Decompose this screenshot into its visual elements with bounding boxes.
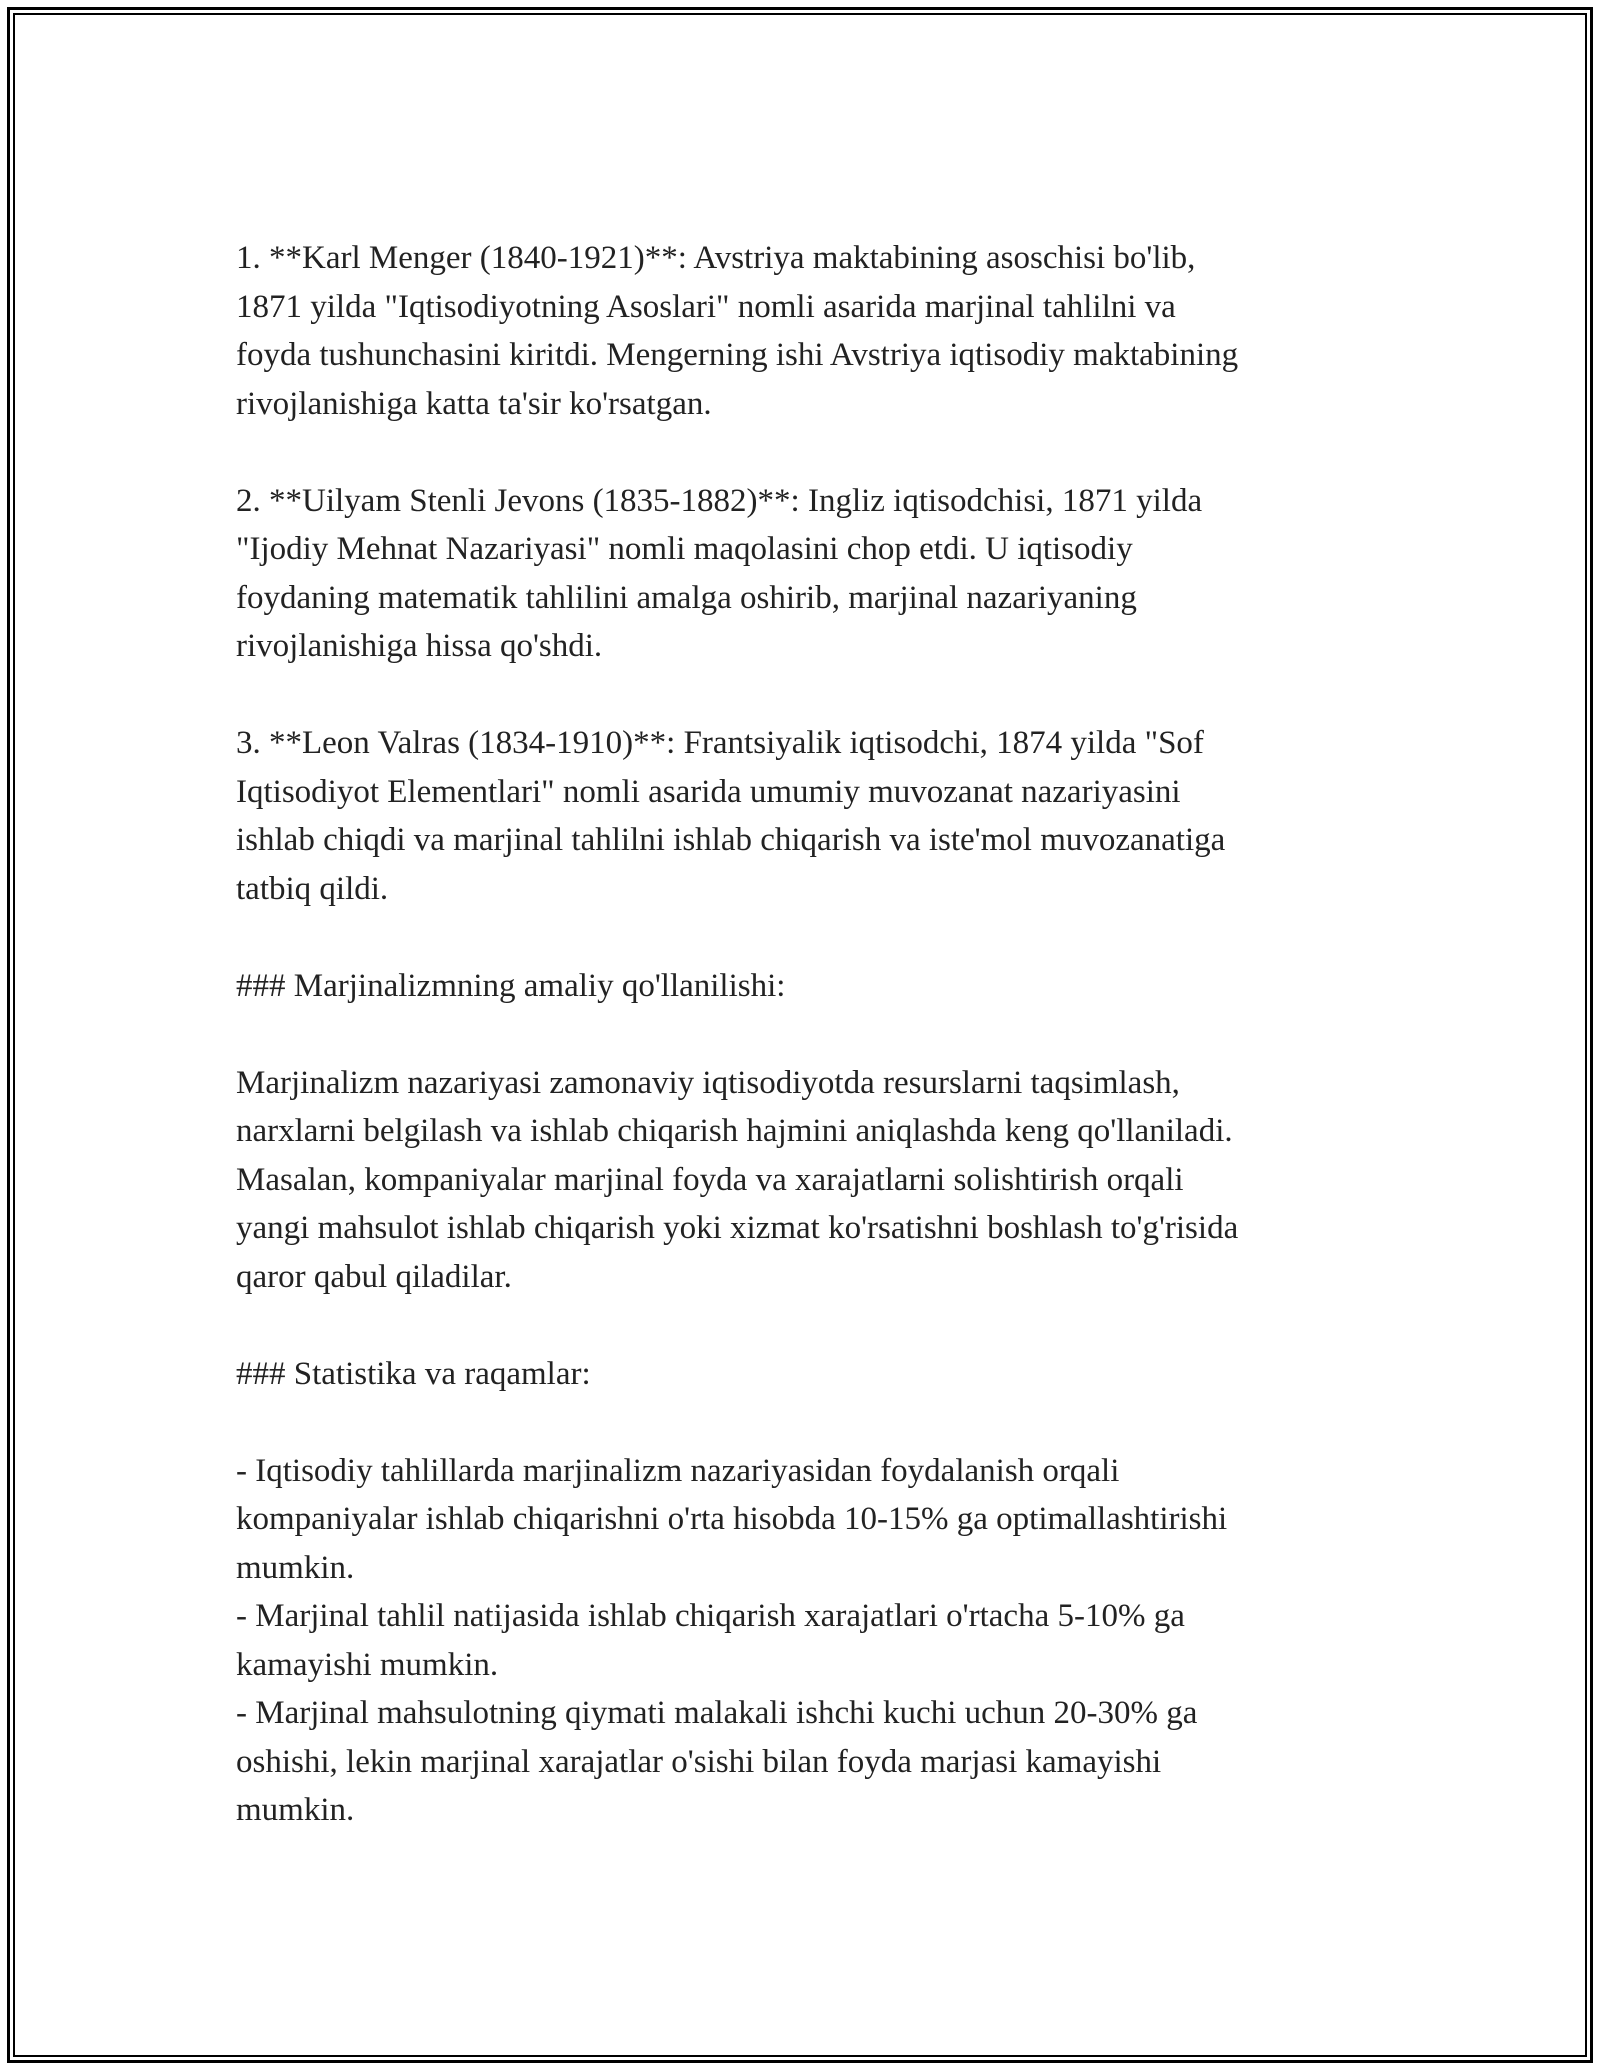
text-line: 2. **Uilyam Stenli Jevons (1835-1882)**: Ingliz iqtisodchisi, 1871 yilda — [236, 482, 1203, 519]
text-line: - Marjinal mahsulotning qiymati malakali ishchi kuchi uchun 20-30% ga — [236, 1695, 1198, 1731]
text-line: qaror qabul qiladilar. — [236, 1258, 512, 1295]
paragraph-karl-menger — [236, 234, 1396, 428]
paragraph-jevons — [236, 477, 1396, 671]
paragraph-practical-application — [236, 1059, 1396, 1302]
paragraph-valras — [236, 719, 1396, 913]
text-line: rivojlanishiga hissa qo'shdi. — [236, 628, 603, 664]
text-line: kamayishi mumkin. — [236, 1646, 499, 1683]
text-line: kompaniyalar ishlab chiqarishni o'rta hisobda 10-15% ga optimallashtirishi — [236, 1501, 1228, 1537]
text-line: tatbiq qildi. — [236, 870, 389, 907]
text-line: - Marjinal tahlil natijasida ishlab chiqarish xarajatlari o'rtacha 5-10% ga — [236, 1598, 1185, 1634]
text-line: oshishi, lekin marjinal xarajatlar o'sishi bilan foyda marjasi kamayishi — [236, 1743, 1162, 1780]
text-line: "Ijodiy Mehnat Nazariyasi" nomli maqolasini chop etdi. U iqtisodiy — [236, 531, 1133, 567]
text-line: Masalan, kompaniyalar marjinal foyda va xarajatlarni solishtirish orqali — [236, 1161, 1184, 1198]
text-line: 1871 yilda "Iqtisodiyotning Asoslari" nomli asarida marjinal tahlilni va — [236, 288, 1176, 325]
heading-practical-application — [236, 962, 1396, 1011]
text-line: 3. **Leon Valras (1834-1910)**: Frantsiyalik iqtisodchi, 1874 yilda "Sof — [236, 725, 1204, 761]
text-line: ### Statistika va raqamlar: — [236, 1355, 591, 1392]
text-line: mumkin. — [236, 1549, 355, 1586]
document-body — [236, 234, 1396, 1835]
text-line: narxlarni belgilash va ishlab chiqarish hajmini aniqlashda keng qo'llaniladi. — [236, 1113, 1233, 1149]
heading-statistics — [236, 1350, 1396, 1399]
text-line: foydaning matematik tahlilini amalga oshirib, marjinal nazariyaning — [236, 579, 1137, 616]
text-line: mumkin. — [236, 1792, 355, 1828]
text-line: rivojlanishiga katta ta'sir ko'rsatgan. — [236, 385, 712, 422]
text-line: Iqtisodiyot Elementlari" nomli asarida umumiy muvozanat nazariyasini — [236, 773, 1181, 810]
paragraph-statistics-list — [236, 1447, 1396, 1835]
text-line: foyda tushunchasini kiritdi. Mengerning ishi Avstriya iqtisodiy maktabining — [236, 337, 1239, 373]
text-line: yangi mahsulot ishlab chiqarish yoki xizmat ko'rsatishni boshlash to'g'risida — [236, 1210, 1239, 1246]
text-line: ### Marjinalizmning amaliy qo'llanilishi: — [236, 967, 786, 1004]
text-line: - Iqtisodiy tahlillarda marjinalizm nazariyasidan foydalanish orqali — [236, 1452, 1120, 1489]
text-line: Marjinalizm nazariyasi zamonaviy iqtisodiyotda resurslarni taqsimlash, — [236, 1064, 1180, 1101]
text-line: 1. **Karl Menger (1840-1921)**: Avstriya maktabining asoschisi bo'lib, — [236, 240, 1196, 276]
text-line: ishlab chiqdi va marjinal tahlilni ishlab chiqarish va iste'mol muvozanatiga — [236, 822, 1226, 858]
